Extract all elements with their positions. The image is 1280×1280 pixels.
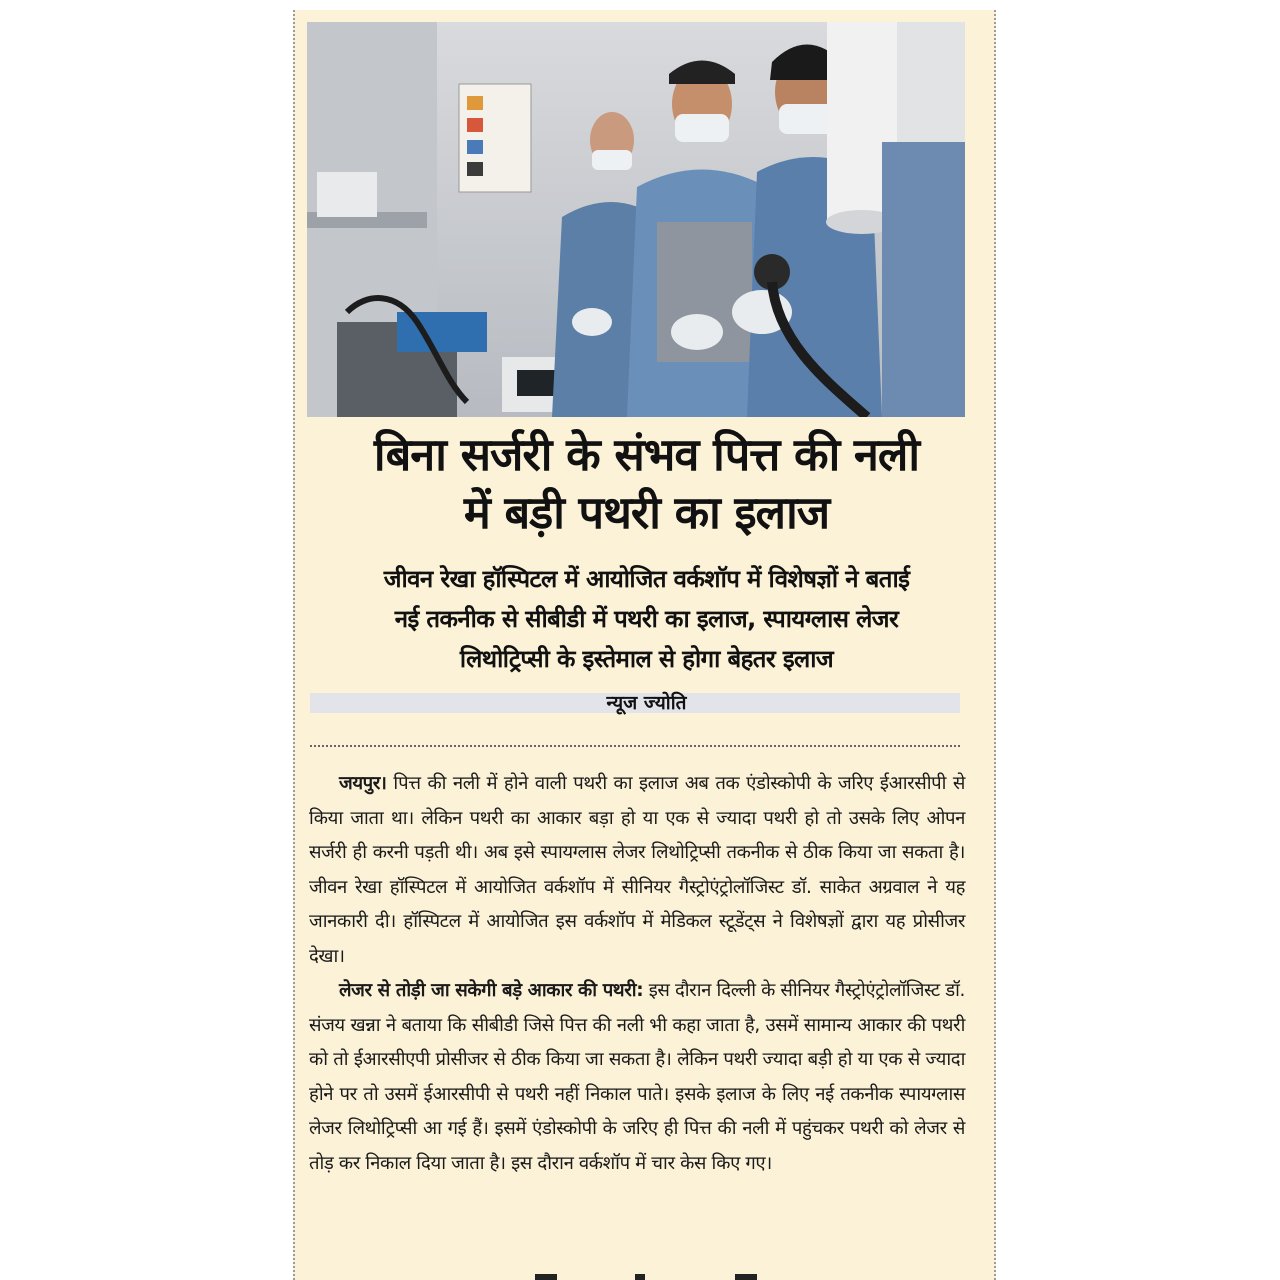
paragraph-2-text: इस दौरान दिल्ली के सीनियर गैस्ट्रोएंट्रोलॉजिस्ट डॉ. संजय खन्ना ने बताया कि सीबीडी जिसे पित्त की नली भी कहा जाता है, उसमें सामान्य आकार की पथरी को तो ईआरसीएपी प्रोसीजर से ठीक किया जा सकता है। लेकिन पथरी ज्यादा बड़ी हो या एक से ज्यादा होने पर तो उसमें ईआरसीपी से पथरी नहीं निकाल पाते। इसके इलाज के लिए नई तकनीक स्पायग्लास लेजर लिथोट्रिप्सी आ गई हैं। इसमें एंडोस्कोपी के जरिए ही पित्त की नली में पहुंचकर पथरी को लेजर से तोड़ कर निकाल दिया जाता है। इस दौरान वर्कशॉप में चार केस किए गए। [309, 980, 965, 1174]
subheadline-line-3: लिथोट्रिप्सी के इस्तेमाल से होगा बेहतर इलाज [459, 645, 834, 673]
article-body [309, 767, 965, 1181]
byline: न्यूज ज्योति [606, 692, 687, 714]
dotted-divider [310, 745, 960, 747]
paragraph-2-subheading: लेजर से तोड़ी जा सकेगी बड़े आकार की पथरी: [339, 980, 644, 1001]
headline-line-1: बिना सर्जरी के संभव पित्त की नली [373, 428, 920, 481]
newspaper-clipping [293, 10, 996, 1280]
paragraph-1 [309, 767, 965, 974]
paragraph-1-text: पित्त की नली में होने वाली पथरी का इलाज अब तक एंडोस्कोपी के जरिए ईआरसीपी से किया जाता था। लेकिन पथरी का आकार बड़ा हो या एक से ज्यादा पथरी हो तो उसके लिए ओपन सर्जरी ही करनी पड़ती थी। अब इसे स्पायग्लास लेजर लिथोट्रिप्सी तकनीक से ठीक किया जा सकता है। जीवन रेखा हॉस्पिटल में आयोजित वर्कशॉप में सीनियर गैस्ट्रोएंट्रोलॉजिस्ट डॉ. साकेत अग्रवाल ने यह जानकारी दी। हॉस्पिटल में आयोजित इस वर्कशॉप में मेडिकल स्टूडेंट्स ने विशेषज्ञों द्वारा यह प्रोसीजर देखा। [309, 773, 965, 967]
article-photo [307, 22, 965, 417]
next-article-fragment [295, 1272, 996, 1280]
endoscopy-procedure-photo [307, 22, 965, 417]
paragraph-1-dateline: जयपुर। [339, 773, 387, 794]
subheadline-line-1: जीवन रेखा हॉस्पिटल में आयोजित वर्कशॉप में विशेषज्ञों ने बताई [383, 565, 910, 593]
headline-line-2: में बड़ी पथरी का इलाज [463, 486, 830, 539]
paragraph-2 [309, 974, 965, 1181]
subheadline-line-2: नई तकनीक से सीबीडी में पथरी का इलाज, स्पायग्लास लेजर [394, 605, 899, 633]
